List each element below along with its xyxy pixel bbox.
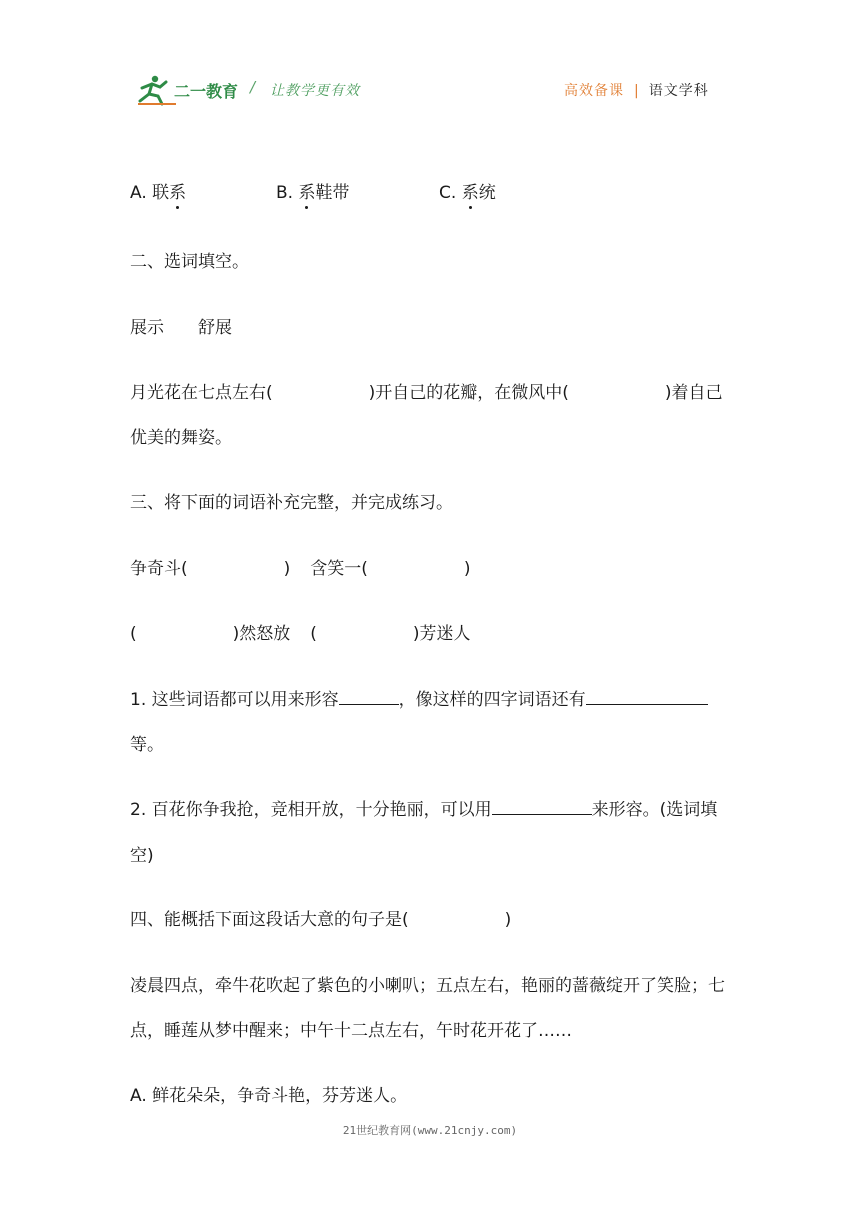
- answer-blank: [492, 800, 592, 815]
- section2-question: 月光花在七点左右( )开自己的花瓣，在微风中( )着自己: [130, 383, 723, 403]
- option-b: B. 系鞋带: [276, 178, 349, 203]
- section2-title: 二、选词填空。: [130, 252, 249, 272]
- logo-text: 二一教育: [174, 82, 239, 101]
- page-header: [0, 0, 860, 120]
- answer-blank: [339, 690, 399, 705]
- word-choices: 展示 舒展: [130, 318, 232, 338]
- dotted-char: 系: [462, 178, 479, 203]
- section4-option-a: A. 鲜花朵朵，争奇斗艳，芬芳迷人。: [130, 1086, 408, 1106]
- brand-slogan: 让教学更有效: [270, 83, 360, 99]
- section4-title: 四、能概括下面这段话大意的句子是( ): [130, 910, 512, 930]
- answer-blank: [586, 690, 708, 705]
- brand-separator: /: [250, 78, 256, 96]
- course-label: 高效备课: [564, 83, 624, 99]
- option-c: C. 系统: [439, 178, 496, 203]
- dotted-char: 系: [298, 178, 315, 203]
- section2-question-cont: 优美的舞姿。: [130, 428, 232, 448]
- word-row-2: ( )然怒放 ( )芳迷人: [130, 624, 471, 644]
- header-divider: |: [634, 83, 639, 99]
- header-course-info: [564, 80, 709, 100]
- question-2-cont: 空): [130, 846, 154, 866]
- page-footer: 21世纪教育网(www.21cnjy.com): [342, 1124, 518, 1137]
- section3-title: 三、将下面的词语补充完整，并完成练习。: [130, 493, 453, 513]
- subject-label: 语文学科: [648, 83, 709, 99]
- option-a: A. 联系: [130, 178, 186, 203]
- running-man-logo-icon: [136, 74, 246, 106]
- question-2: 2. 百花你争我抢，竞相开放，十分艳丽，可以用 来形容。(选词填: [130, 800, 718, 820]
- dotted-char: 系: [169, 178, 186, 203]
- question-1-cont: 等。: [130, 735, 164, 755]
- section4-paragraph-line2: 点，睡莲从梦中醒来；中午十二点左右，午时花开花了……: [130, 1021, 572, 1041]
- question-1: 1. 这些词语都可以用来形容 ，像这样的四字词语还有: [130, 685, 708, 710]
- section4-paragraph-line1: 凌晨四点，牵牛花吹起了紫色的小喇叭；五点左右，艳丽的蔷薇绽开了笑脸；七: [130, 976, 725, 996]
- word-row-1: 争奇斗( ) 含笑一( ): [130, 559, 471, 579]
